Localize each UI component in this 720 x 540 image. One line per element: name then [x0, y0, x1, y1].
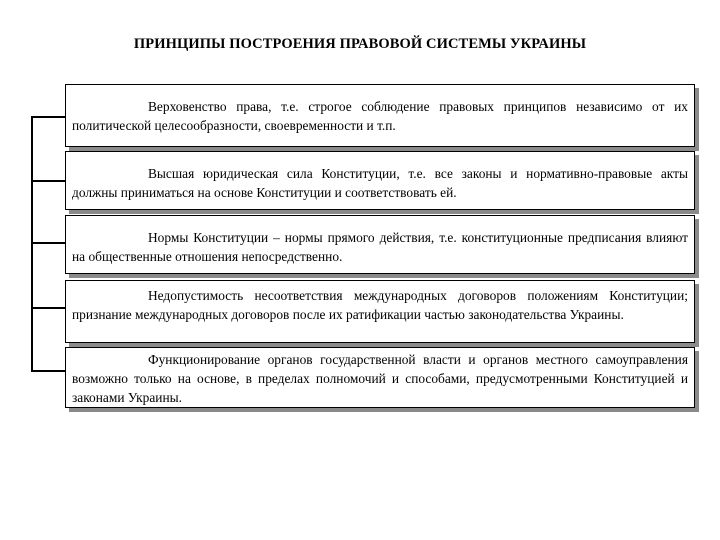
bracket-tick-2 — [31, 180, 65, 182]
bracket-vertical-line — [31, 116, 33, 372]
principle-box-2 — [65, 151, 695, 210]
principle-text-2: Высшая юридическая сила Конституции, т.е. все законы и нормативно-правовые акты должны приниматься на основе Конституции и соответствовать ей. — [72, 166, 688, 200]
bracket-tick-3 — [31, 242, 65, 244]
principle-box-4 — [65, 280, 695, 343]
bracket-tick-5 — [31, 370, 65, 372]
principle-box-5 — [65, 347, 695, 408]
principle-text-1: Верховенство права, т.е. строгое соблюдение правовых принципов независимо от их политической целесообразности, своевременности и т.п. — [72, 99, 688, 133]
principle-text-5: Функционирование органов государственной власти и органов местного самоуправления возможно только на основе, в пределах полномочий и способами, предусмотренными Конституцией и законами Украины. — [72, 352, 688, 405]
principle-box-1 — [65, 84, 695, 147]
principle-box-3 — [65, 215, 695, 274]
principle-text-3: Нормы Конституции – нормы прямого действия, т.е. конституционные предписания влияют на общественные отношения непосредственно. — [72, 230, 688, 264]
principle-text-4: Недопустимость несоответствия международных договоров положениям Конституции; признание международных договоров после их ратификации частью законодательства Украины. — [72, 288, 688, 322]
diagram-title: ПРИНЦИПЫ ПОСТРОЕНИЯ ПРАВОВОЙ СИСТЕМЫ УКРАИНЫ — [133, 36, 587, 52]
bracket-tick-1 — [31, 116, 65, 118]
bracket-tick-4 — [31, 307, 65, 309]
